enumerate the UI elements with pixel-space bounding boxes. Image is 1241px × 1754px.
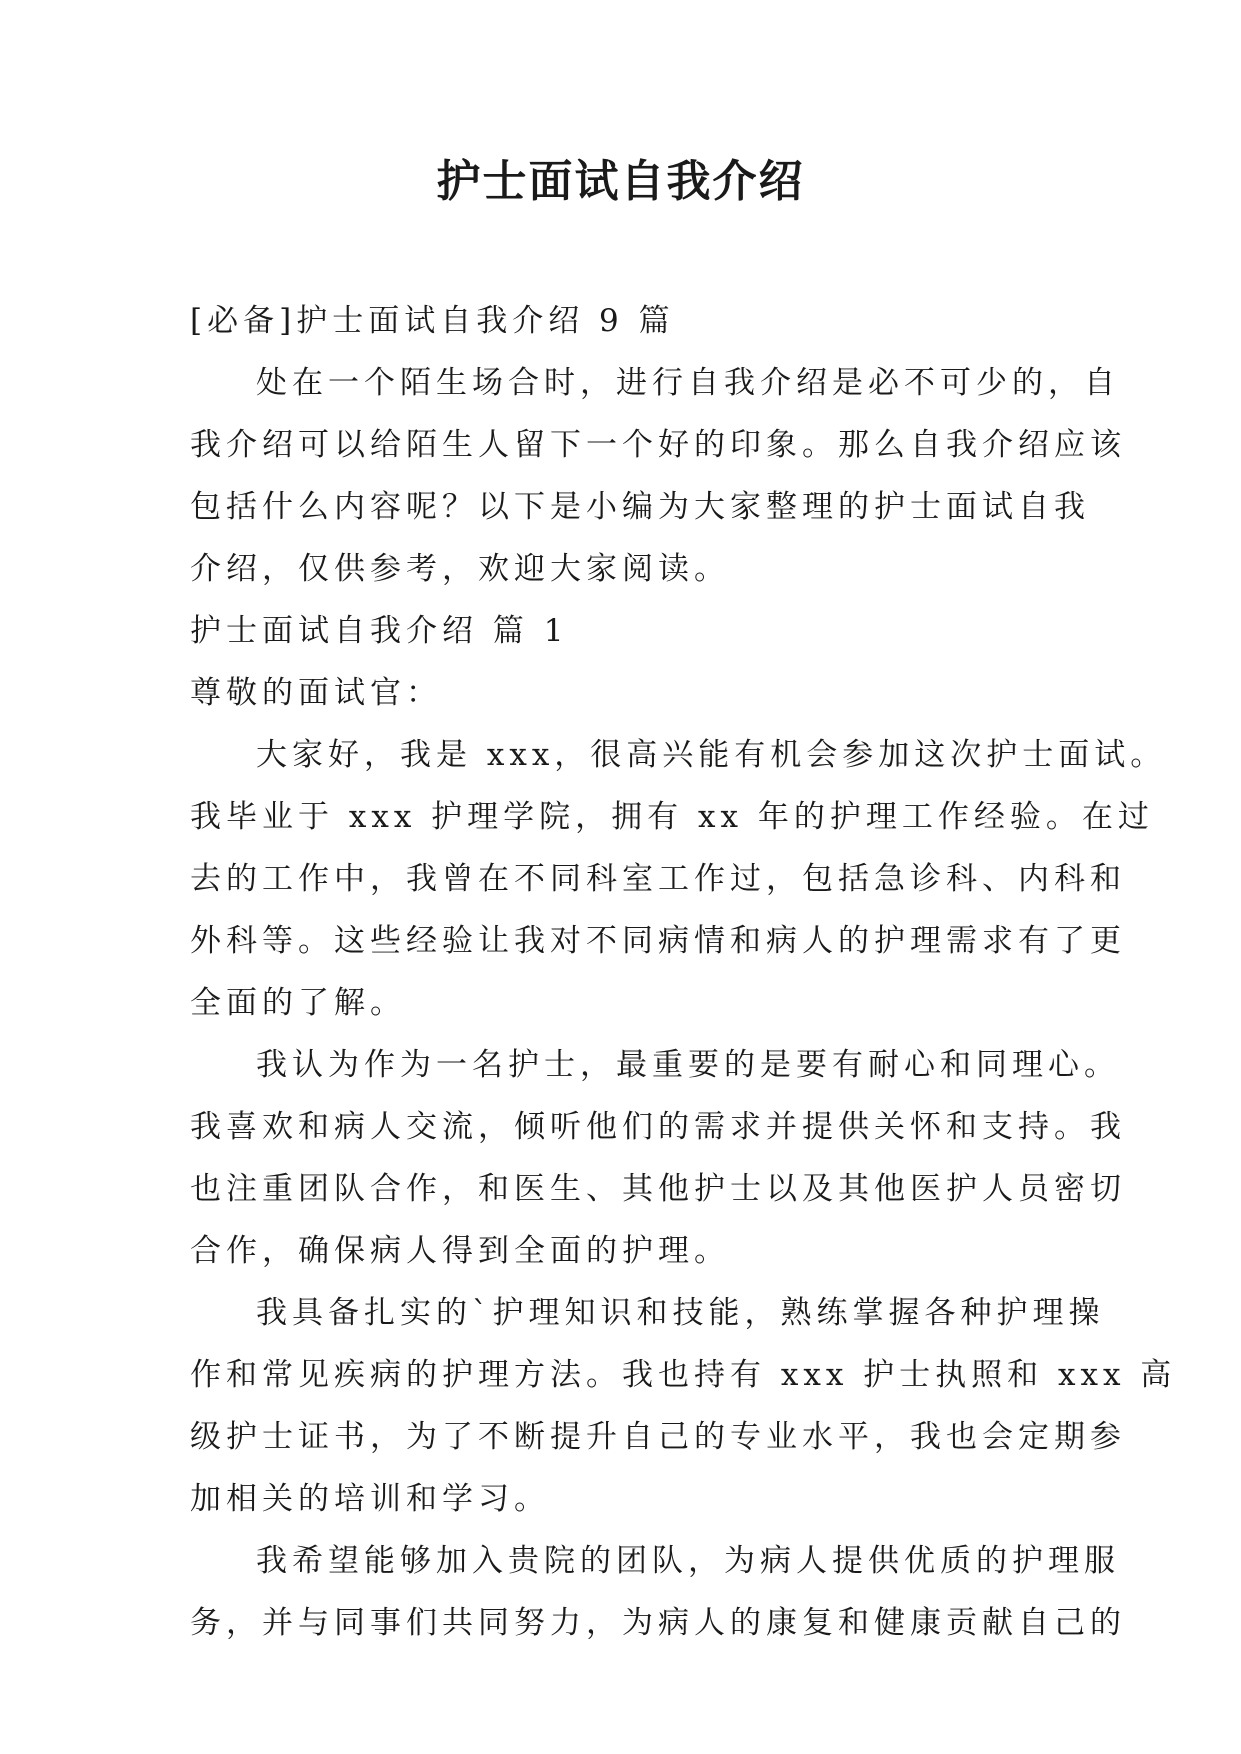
text-line: 级护士证书，为了不断提升自己的专业水平，我也会定期参 [190, 1419, 1126, 1455]
text-line: 我毕业于 xxx 护理学院，拥有 xx 年的护理工作经验。在过 [190, 799, 1154, 835]
text-line: 处在一个陌生场合时，进行自我介绍是必不可少的，自 [256, 365, 1120, 401]
text-line: [必备]护士面试自我介绍 9 篇 [190, 303, 675, 339]
text-line: 我认为作为一名护士，最重要的是要有耐心和同理心。 [256, 1047, 1120, 1083]
text-line: 作和常见疾病的护理方法。我也持有 xxx 护士执照和 xxx 高 [190, 1357, 1177, 1393]
text-line: 合作，确保病人得到全面的护理。 [190, 1233, 730, 1269]
text-line: 我具备扎实的`护理知识和技能，熟练掌握各种护理操 [256, 1295, 1105, 1331]
text-line: 我介绍可以给陌生人留下一个好的印象。那么自我介绍应该 [190, 427, 1126, 463]
text-line: 包括什么内容呢？以下是小编为大家整理的护士面试自我 [190, 489, 1090, 525]
text-line: 大家好，我是 xxx，很高兴能有机会参加这次护士面试。 [256, 737, 1167, 773]
document-title: 护士面试自我介绍 [436, 156, 805, 207]
text-line: 也注重团队合作，和医生、其他护士以及其他医护人员密切 [190, 1171, 1126, 1207]
text-line: 加相关的培训和学习。 [190, 1481, 550, 1517]
text-line: 务，并与同事们共同努力，为病人的康复和健康贡献自己的 [190, 1605, 1126, 1641]
text-line: 介绍，仅供参考，欢迎大家阅读。 [190, 551, 730, 587]
text-line: 我喜欢和病人交流，倾听他们的需求并提供关怀和支持。我 [190, 1109, 1126, 1145]
text-line: 我希望能够加入贵院的团队，为病人提供优质的护理服 [256, 1543, 1120, 1579]
document-body [190, 290, 1177, 1654]
text-line: 外科等。这些经验让我对不同病情和病人的护理需求有了更 [190, 923, 1126, 959]
salutation: 尊敬的面试官： [190, 675, 442, 711]
section-heading: 护士面试自我介绍 篇 1 [190, 613, 569, 649]
text-line: 去的工作中，我曾在不同科室工作过，包括急诊科、内科和 [190, 861, 1126, 897]
text-line: 全面的了解。 [190, 985, 406, 1021]
